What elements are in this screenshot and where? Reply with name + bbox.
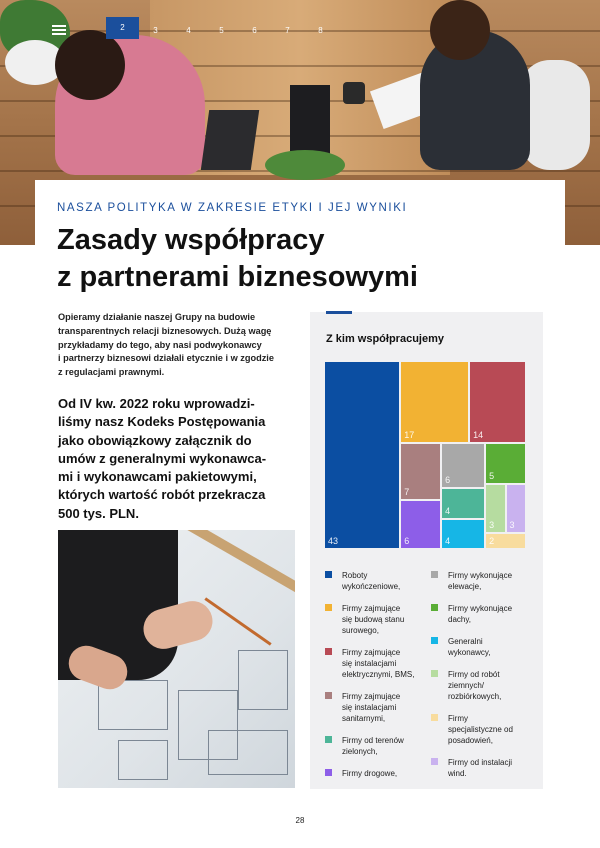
photo-leaves [265,150,345,180]
legend-swatch [431,604,438,611]
legend-swatch [325,571,332,578]
treemap-tile [442,444,484,487]
nav-item-5[interactable]: 5 [219,25,224,35]
legend-label: Firmy zajmujące się instalacjami elektrycznymi, BMS, [342,648,415,679]
treemap-tile-value: 4 [445,535,451,546]
title-card [35,180,565,293]
treemap-tile [401,501,440,548]
nav-item-7[interactable]: 7 [285,25,290,35]
page-number: 28 [295,816,305,825]
legend-swatch [431,571,438,578]
page-title: Zasady współpracy z partnerami biznesowymi [57,224,418,293]
treemap-tile [442,520,484,548]
photo-ruler [186,530,295,609]
legend-label: Firmy wykonujące elewacje, [448,571,513,591]
treemap-tile-value: 3 [509,519,515,530]
photo-pencil [204,597,271,645]
panel-accent-bar [326,311,352,314]
treemap-tile-value: 14 [473,430,484,441]
legend-label: Firmy specjalistyczne od posadowień, [448,714,513,745]
menu-icon[interactable] [52,25,66,35]
legend-label: Firmy wykonujące dachy, [448,604,513,624]
treemap-tile-value: 17 [404,430,415,441]
legend-label: Firmy od instalacji wind. [448,758,513,778]
treemap-tile [442,489,484,517]
treemap-tile [486,485,504,532]
treemap-tile-value: 6 [445,475,451,486]
photo-mug [343,82,365,104]
nav-item-8[interactable]: 8 [318,25,323,35]
legend-swatch [325,769,332,776]
legend-swatch [431,714,438,721]
legend-label: Firmy drogowe, [342,769,398,778]
page-nav [52,20,337,40]
treemap-tile [507,485,525,532]
nav-item-4[interactable]: 4 [186,25,191,35]
nav-item-2[interactable]: 2 [106,17,139,39]
treemap-tile-value: 3 [489,519,495,530]
treemap-tile [470,362,525,442]
legend-label: Firmy zajmujące się instalacjami sanitarnymi, [342,692,401,723]
section-kicker: NASZA POLITYKA W ZAKRESIE ETYKI I JEJ WYNIKI [57,202,408,214]
legend-label: Firmy od terenów zielonych, [342,736,404,756]
treemap-tile-value: 43 [328,536,339,546]
legend-label: Firmy zajmujące się budową stanu surowego, [342,604,405,635]
treemap-tile [486,444,525,483]
treemap-tile [486,534,525,548]
treemap-tile [401,362,468,442]
treemap-tile [401,444,440,499]
legend-label: Firmy od robót ziemnych/ rozbiórkowych, [448,670,502,701]
nav-item-3[interactable]: 3 [153,25,158,35]
legend-swatch [325,648,332,655]
photo-laptop [201,110,259,170]
photo-chair [520,60,590,170]
chart-title: Z kim współpracujemy [326,333,444,345]
treemap-tile-value: 2 [489,535,495,546]
treemap-tile-value: 4 [445,505,451,516]
legend-label: Generalni wykonawcy, [448,637,491,657]
treemap-tile-value: 7 [404,487,410,498]
legend-swatch [431,670,438,677]
treemap-tile-value: 6 [404,535,410,546]
nav-item-6[interactable]: 6 [252,25,257,35]
legend-swatch [325,604,332,611]
legend-swatch [325,692,332,699]
legend-swatch [431,758,438,765]
legend-swatch [431,637,438,644]
treemap-tile [325,362,399,548]
treemap-tile-value: 5 [489,470,495,481]
legend-swatch [325,736,332,743]
photo-monitor [290,85,330,160]
legend-label: Roboty wykończeniowe, [342,571,401,591]
intro-paragraph: Opieramy działanie naszej Grupy na budowie transparentnych relacji biznesowych. Dużą wagę przykładamy do tego, aby nasi podwykonawcy i partnerzy biznesowi działali etycznie i w zgodzie z regulacjami prawnymi. [58,312,274,378]
lead-paragraph: Od IV kw. 2022 roku wprowadzi- liśmy nasz Kodeks Postępowania jako obowiązkowy załącznik do umów z generalnymi wykonawca- mi i wykonawcami pakietowymi, których wartość robót przekracza 500 tys. PLN. [58,396,267,521]
treemap-chart [325,362,527,550]
blueprint-photo [58,530,295,788]
